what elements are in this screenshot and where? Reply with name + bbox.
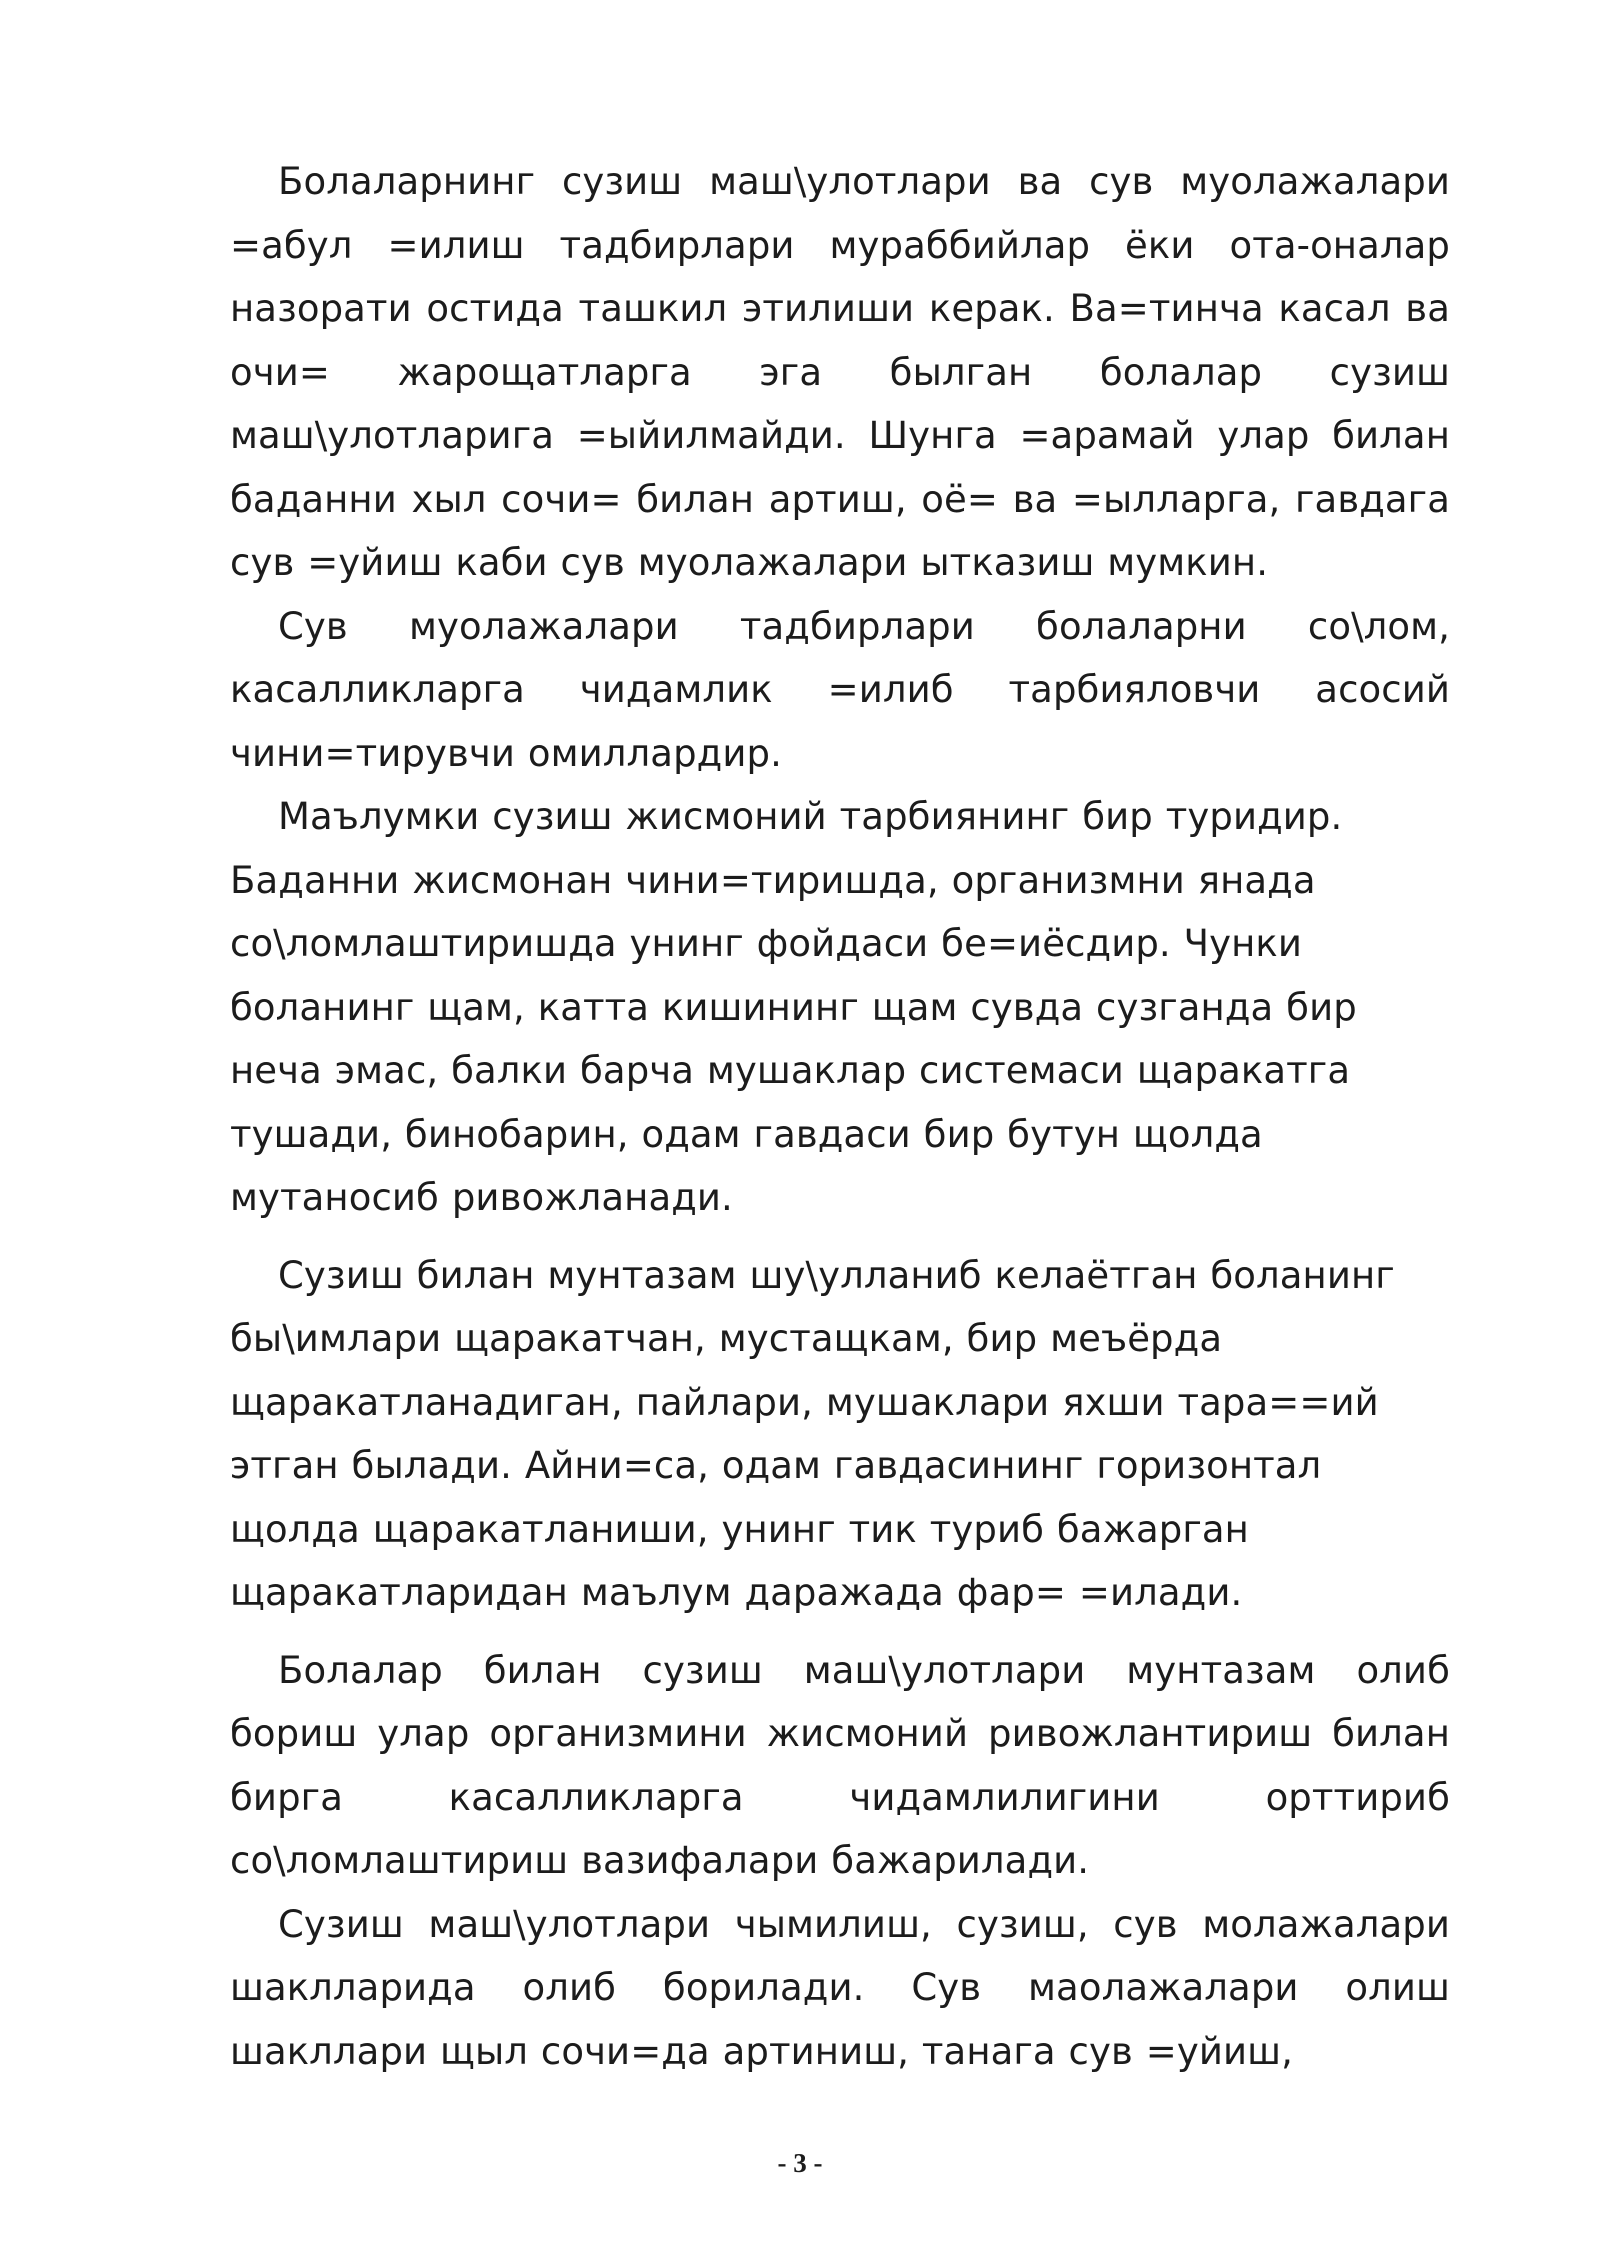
paragraph-3: Маълумки сузиш жисмоний тарбиянинг бир туридир. Баданни жисмонан чини=тиришда, организмни янада со\ломлаштиришда унинг фойдаси бе=иёсдир. Чунки боланинг щам, катта кишининг щам сувда сузганда бир неча эмас, балки барча мушаклар системаси щаракатга тушади, бинобарин, одам гавдаси бир бутун щолда мутаносиб ривожланади. <box>230 795 1357 1219</box>
paragraph-1: Болаларнинг сузиш маш\улотлари ва сув муолажалари =абул =илиш тадбирлари мураббийлар ёки ота-оналар назорати остида ташкил этилиши керак. Ва=тинча касал ва очи= жарощатларга эга былган болалар сузиш маш\улотларига =ыйилмайди. Шунга =арамай улар билан баданни хыл сочи= билан артиш, оё= ва =ылларга, гавдага сув =уйиш каби сув муолажалари ытказиш мумкин. <box>230 160 1450 584</box>
paragraph-4: Сузиш билан мунтазам шу\улланиб келаётган боланинг бы\имлари щаракатчан, мустащкам, бир меъёрда щаракатланадиган, пайлари, мушаклари яхши тара==ий этган былади. Айни=са, одам гавдасининг горизонтал щолда щаракатланиши, унинг тик туриб бажарган щаракатларидан маълум даражада фар= =илади. <box>230 1253 1395 1614</box>
paragraph-5: Болалар билан сузиш маш\улотлари мунтазам олиб бориш улар организмини жисмоний ривожлантириш билан бирга касалликларга чидамлилигини орттириб со\ломлаштириш вазифалари бажарилади. <box>230 1648 1450 1882</box>
page-number: - 3 - <box>777 2148 823 2178</box>
paragraph-gap <box>230 1230 1450 1244</box>
paragraph-gap <box>230 1625 1450 1639</box>
document-page <box>230 150 1450 2083</box>
paragraph-2: Сув муолажалари тадбирлари болаларни со\лом, касалликларга чидамлик =илиб тарбияловчи асосий чини=тирувчи омиллардир. <box>230 604 1450 775</box>
paragraph-6: Сузиш маш\улотлари чымилиш, сузиш, сув молажалари шаклларида олиб борилади. Сув маолажалари олиш шакллари щыл сочи=да артиниш, танага сув =уйиш, <box>230 1902 1450 2073</box>
